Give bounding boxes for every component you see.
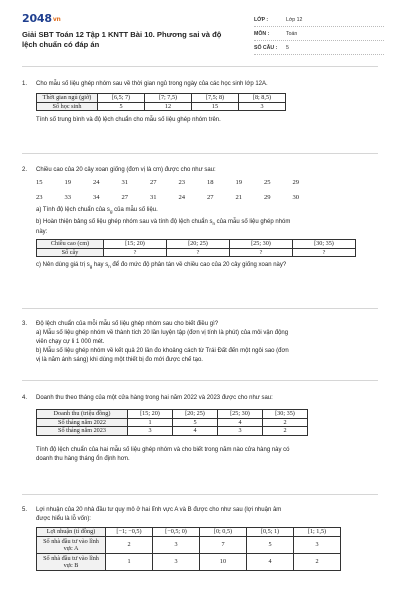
data-value: 24 xyxy=(178,194,186,201)
part-c-text: c) Nên dùng giá trị s xyxy=(36,262,90,269)
table-cell: 5 xyxy=(173,418,218,427)
part-c xyxy=(36,261,378,271)
part-a xyxy=(36,206,378,216)
part-b-text: b) Hoàn thiện bảng số liệu ghép nhóm sau và tính độ lệch chuẩn s xyxy=(36,219,213,226)
data-value: 33 xyxy=(64,194,72,201)
table-cell: Chiều cao (cm) xyxy=(37,240,104,249)
table-cell: [7; 7,5) xyxy=(145,94,192,103)
part-b-text-2: của mẫu số liệu ghép nhóm xyxy=(214,219,291,226)
data-value: 24 xyxy=(93,179,100,186)
table-cell: 3 xyxy=(128,427,173,436)
table-cell: [15; 20) xyxy=(128,410,173,419)
question-text: Chiều cao của 20 cây xoan giống (đơn vị là cm) được cho như sau: xyxy=(36,167,216,173)
table-cell: Lợi nhuận (tỉ đồng) xyxy=(37,528,106,537)
table-cell: 3 xyxy=(153,553,200,570)
table-cell: [25; 30) xyxy=(230,240,293,249)
table-cell: [0; 0,5) xyxy=(200,528,247,537)
sleep-table xyxy=(36,93,286,111)
table-cell: 4 xyxy=(173,427,218,436)
meta-label: MÔN : xyxy=(254,31,270,37)
meta-row-class xyxy=(254,14,384,27)
part-b-line-2: này: xyxy=(36,229,48,236)
meta-label: SỐ CÂU : xyxy=(254,45,278,51)
data-value: 25 xyxy=(264,179,271,186)
question-text: Cho mẫu số liệu ghép nhóm sau về thời gian ngủ trong ngày của các học sinh lớp 12A. xyxy=(36,81,268,87)
revenue-table xyxy=(36,409,308,436)
table-cell: Số nhà đầu tư vào lĩnh vực B xyxy=(37,553,106,570)
height-table xyxy=(36,239,356,257)
part-a-end: của mẫu số liệu. xyxy=(112,207,158,213)
meta-value: 5 xyxy=(286,45,289,51)
part-b xyxy=(36,218,378,228)
data-value: 21 xyxy=(235,194,243,201)
table-cell: Thời gian ngủ (giờ) xyxy=(37,94,98,103)
table-cell: 15 xyxy=(192,102,239,111)
table-cell: [20; 25) xyxy=(167,240,230,249)
document-title: Giải SBT Toán 12 Tập 1 KNTT Bài 10. Phương sai và độ lệch chuẩn có đáp án xyxy=(22,30,222,49)
part-a-text: a) Tính độ lệch chuẩn của s xyxy=(36,207,110,213)
table-cell: [30; 35) xyxy=(293,240,356,249)
data-value: 34 xyxy=(93,194,100,201)
part-b: b) Mẫu số liệu ghép nhóm về kết quả 20 lần đo khoảng cách từ Trái Đất đến một ngôi sao (đơn xyxy=(36,348,289,354)
question-number: 5. xyxy=(22,507,28,513)
question-text-line-2: được hiểu là lỗ vốn): xyxy=(36,516,91,522)
question-number: 3. xyxy=(22,321,28,327)
data-value: 23 xyxy=(178,179,186,186)
subscript: n xyxy=(212,221,215,227)
data-value: 15 xyxy=(36,179,43,186)
data-value: 27 xyxy=(207,194,214,201)
table-cell: [20; 25) xyxy=(173,410,218,419)
table-cell: 12 xyxy=(145,102,192,111)
data-value: 31 xyxy=(121,179,129,186)
table-cell: 4 xyxy=(247,553,294,570)
logo-text: 2048 xyxy=(22,12,52,25)
table-cell: 2 xyxy=(263,427,308,436)
table-cell: [30; 35) xyxy=(263,410,308,419)
data-value: 19 xyxy=(64,179,72,186)
table-cell: ? xyxy=(104,248,167,257)
subscript: n xyxy=(108,264,111,270)
divider xyxy=(22,380,378,381)
meta-value: Lớp 12 xyxy=(286,17,303,23)
meta-label: LỚP : xyxy=(254,17,269,23)
question-number: 1. xyxy=(22,81,28,87)
table-cell: [0,5; 1) xyxy=(247,528,294,537)
site-logo[interactable] xyxy=(22,12,61,25)
table-row xyxy=(37,536,341,553)
table-cell: Số tháng năm 2022 xyxy=(37,418,128,427)
table-cell: [6,5; 7) xyxy=(98,94,145,103)
table-cell: 3 xyxy=(294,536,341,553)
table-cell: Số cây xyxy=(37,248,104,257)
table-cell: 7 xyxy=(200,536,247,553)
meta-row-count xyxy=(254,42,384,55)
meta-panel xyxy=(254,14,384,56)
divider xyxy=(22,494,378,495)
table-cell: [−0,5; 0) xyxy=(153,528,200,537)
question-text: Lợi nhuận của 20 nhà đầu tư quy mô ở hai lĩnh vực A và B được cho như sau (lợi nhuận âm xyxy=(36,507,282,513)
table-cell: [8; 8,5) xyxy=(239,94,286,103)
meta-value: Toán xyxy=(286,31,298,37)
meta-row-subject xyxy=(254,28,384,41)
table-cell: ? xyxy=(167,248,230,257)
data-value: 30 xyxy=(292,194,300,201)
divider xyxy=(22,153,378,154)
table-cell: 4 xyxy=(218,418,263,427)
question-number: 2. xyxy=(22,167,28,173)
question-task: Tính số trung bình và độ lệch chuẩn cho mẫu số liệu ghép nhóm trên. xyxy=(36,117,221,123)
subscript: g xyxy=(89,264,93,270)
table-row xyxy=(37,94,286,103)
data-row-2 xyxy=(36,193,378,202)
table-cell: 5 xyxy=(247,536,294,553)
question-number: 4. xyxy=(22,395,28,401)
question-5 xyxy=(22,506,378,571)
table-row xyxy=(37,248,356,257)
subscript: g xyxy=(109,209,113,215)
data-value: 27 xyxy=(121,194,129,201)
table-row xyxy=(37,528,341,537)
table-row xyxy=(37,410,308,419)
data-value: 27 xyxy=(150,179,157,186)
part-c-text-2: hay s xyxy=(92,262,109,269)
table-cell: 2 xyxy=(263,418,308,427)
table-cell: Doanh thu (triệu đồng) xyxy=(37,410,128,419)
part-b-line-2: vị là năm ánh sáng) khi dùng một thiết bị đo mới được chế tạo. xyxy=(36,357,203,363)
profit-table xyxy=(36,527,341,571)
question-1 xyxy=(22,80,378,125)
table-cell: 3 xyxy=(218,427,263,436)
table-cell: [1; 1,5) xyxy=(294,528,341,537)
data-value: 19 xyxy=(235,179,243,186)
table-row xyxy=(37,553,341,570)
part-a: a) Mẫu số liệu ghép nhóm về thành tích 20 lần luyện tập (đơn vị tính là phút) của môi vận động xyxy=(36,330,289,336)
table-cell: 1 xyxy=(128,418,173,427)
table-row xyxy=(37,102,286,111)
question-task-line-2: doanh thu hàng tháng ổn định hơn. xyxy=(36,455,130,462)
table-cell: [25; 30) xyxy=(218,410,263,419)
header xyxy=(0,0,400,62)
table-cell: 1 xyxy=(106,553,153,570)
divider xyxy=(22,66,378,67)
question-4 xyxy=(22,394,378,464)
table-cell: 10 xyxy=(200,553,247,570)
table-cell: 2 xyxy=(106,536,153,553)
part-c-text-3: để đo mức độ phân tán về chiều cao của 20 cây giống xoan này? xyxy=(110,262,287,269)
question-text: Doanh thu theo tháng của một cửa hàng trong hai năm 2022 và 2023 được cho như sau: xyxy=(36,395,273,401)
table-cell: Số tháng năm 2023 xyxy=(37,427,128,436)
table-cell: Số nhà đầu tư vào lĩnh vực A xyxy=(37,536,106,553)
logo-suffix: vn xyxy=(52,16,61,23)
table-cell: [−1; −0,5) xyxy=(106,528,153,537)
table-cell: 5 xyxy=(98,102,145,111)
table-cell: 2 xyxy=(294,553,341,570)
table-cell: [7,5; 8) xyxy=(192,94,239,103)
question-3 xyxy=(22,320,378,365)
table-cell: [15; 20) xyxy=(104,240,167,249)
table-cell: ? xyxy=(293,248,356,257)
table-row xyxy=(37,418,308,427)
table-cell: 3 xyxy=(153,536,200,553)
question-text: Độ lệch chuẩn của mỗi mẫu số liệu ghép nhóm sau cho biết điều gì? xyxy=(36,321,219,327)
table-cell: ? xyxy=(230,248,293,257)
data-value: 29 xyxy=(264,194,271,201)
question-2 xyxy=(22,166,378,272)
part-a-line-2: viên chạy cự li 1 000 mét. xyxy=(36,339,105,345)
table-cell: Số học sinh xyxy=(37,102,98,111)
table-cell: 3 xyxy=(239,102,286,111)
divider xyxy=(22,308,378,309)
table-row xyxy=(37,240,356,249)
question-task: Tính độ lệch chuẩn của hai mẫu số liệu ghép nhóm và cho biết trong năm nào cửa hàng này có xyxy=(36,446,290,453)
table-row xyxy=(37,427,308,436)
data-row-1 xyxy=(36,178,378,187)
data-value: 31 xyxy=(150,194,157,201)
data-value: 23 xyxy=(36,194,43,201)
data-value: 29 xyxy=(292,179,300,186)
data-value: 18 xyxy=(207,179,214,186)
